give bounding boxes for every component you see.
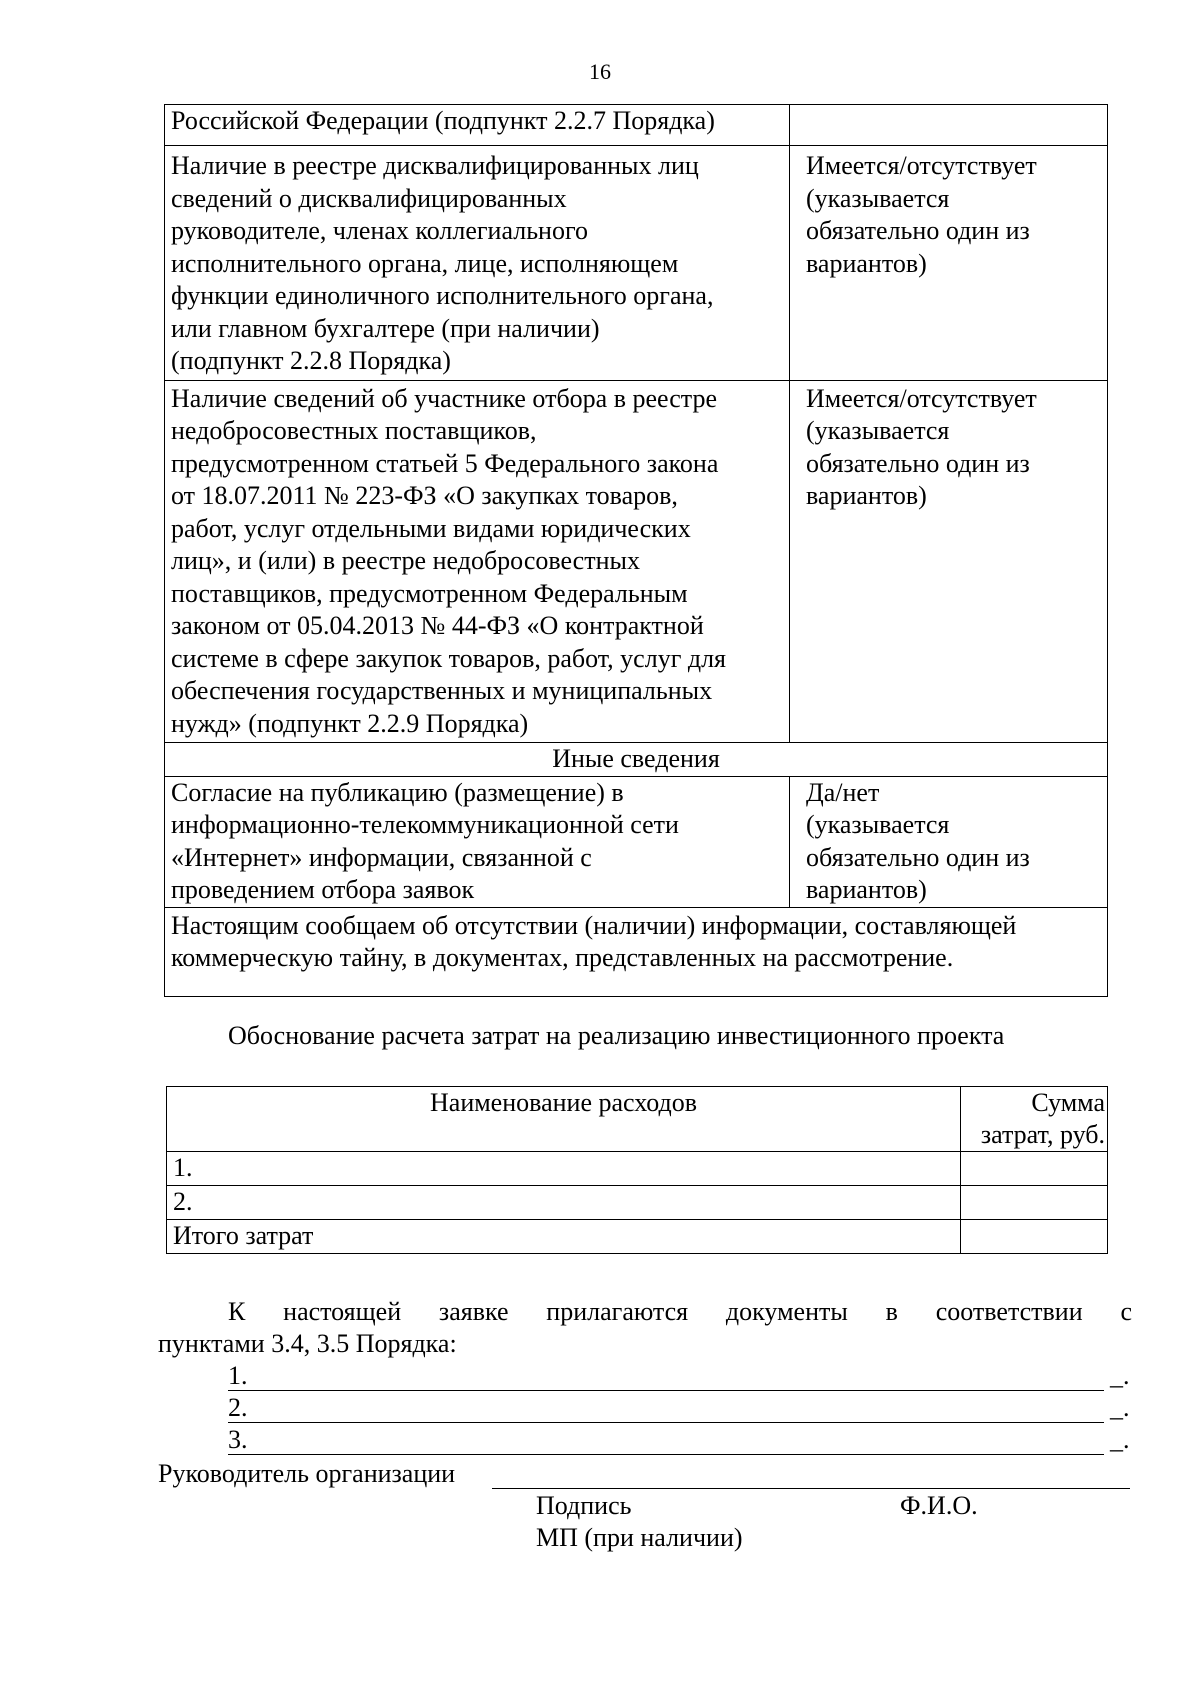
signature-caption: Подпись bbox=[536, 1491, 632, 1520]
table-row bbox=[165, 380, 1108, 743]
column-header-sum: Сумма затрат, руб. bbox=[961, 1087, 1108, 1152]
cost-name: Итого затрат bbox=[167, 1220, 961, 1254]
costs-table bbox=[166, 1086, 1108, 1254]
row-value: Да/нет (указывается обязательно один из вариантов) bbox=[790, 776, 1108, 907]
table-row bbox=[165, 776, 1108, 907]
attachment-number: 2. bbox=[228, 1393, 248, 1422]
row-value bbox=[790, 105, 1108, 146]
row-value: Имеется/отсутствует (указывается обязательно один из вариантов) bbox=[790, 380, 1108, 743]
attachment-number: 3. bbox=[228, 1425, 248, 1454]
row-label: Российской Федерации (подпункт 2.2.7 Порядка) bbox=[165, 105, 790, 146]
table-row bbox=[167, 1220, 1108, 1254]
row-label: Наличие сведений об участнике отбора в реестре недобросовестных поставщиков, предусмотренном статьей 5 Федерального закона от 18.07.2011 № 223-ФЗ «О закупках товаров, работ, услуг отдельными видами юридических лиц», и (или) в реестре недобросовестных поставщиков, предусмотренном Федеральным законом от 05.04.2013 № 44-ФЗ «О контрактной системе в сфере закупок товаров, работ, услуг для обеспечения государственных и муниципальных нужд» (подпункт 2.2.9 Порядка) bbox=[165, 380, 790, 743]
table-row bbox=[167, 1152, 1108, 1186]
line-end: _. bbox=[1110, 1361, 1130, 1390]
seal-caption: МП (при наличии) bbox=[536, 1523, 743, 1552]
full-name-caption: Ф.И.О. bbox=[900, 1491, 978, 1520]
section-heading: Иные сведения bbox=[165, 743, 1108, 777]
page-number: 16 bbox=[589, 59, 611, 84]
cost-name: 1. bbox=[167, 1152, 961, 1186]
table-header-row bbox=[167, 1087, 1108, 1152]
row-label: Наличие в реестре дисквалифицированных лиц сведений о дисквалифицированных руководителе, членах коллегиального исполнительного органа, лице, исполняющем функции единоличного исполнительного органа, или главном бухгалтере (при наличии) (подпункт 2.2.8 Порядка) bbox=[165, 146, 790, 381]
applicant-info-table bbox=[164, 104, 1108, 997]
table-row bbox=[165, 146, 1108, 381]
table-row bbox=[167, 1186, 1108, 1220]
table-row bbox=[165, 105, 1108, 146]
line-end: _. bbox=[1110, 1425, 1130, 1454]
attachments-intro: К настоящей заявке прилагаются документы в соответствии с bbox=[228, 1297, 1132, 1326]
attachment-number: 1. bbox=[228, 1361, 248, 1390]
blank-line bbox=[228, 1390, 1104, 1391]
head-of-organization-label: Руководитель организации bbox=[158, 1459, 456, 1488]
cost-sum bbox=[961, 1152, 1108, 1186]
cost-name: 2. bbox=[167, 1186, 961, 1220]
cost-sum bbox=[961, 1220, 1108, 1254]
blank-line bbox=[228, 1422, 1104, 1423]
row-value: Имеется/отсутствует (указывается обязательно один из вариантов) bbox=[790, 146, 1108, 381]
row-label: Согласие на публикацию (размещение) в информационно-телекоммуникационной сети «Интернет» информации, связанной с проведением отбора заявок bbox=[165, 776, 790, 907]
line-end: _. bbox=[1110, 1393, 1130, 1422]
table-row bbox=[165, 907, 1108, 996]
costs-title: Обоснование расчета затрат на реализацию инвестиционного проекта bbox=[228, 1021, 1005, 1050]
blank-line bbox=[228, 1454, 1104, 1455]
table-section-row bbox=[165, 743, 1108, 777]
column-header-name: Наименование расходов bbox=[167, 1087, 961, 1152]
notice-text: Настоящим сообщаем об отсутствии (наличии) информации, составляющей коммерческую тайну, в документах, представленных на рассмотрение. bbox=[165, 907, 1108, 996]
cost-sum bbox=[961, 1186, 1108, 1220]
attachments-intro-continued: пунктами 3.4, 3.5 Порядка: bbox=[158, 1329, 457, 1358]
signature-line bbox=[492, 1488, 1130, 1489]
